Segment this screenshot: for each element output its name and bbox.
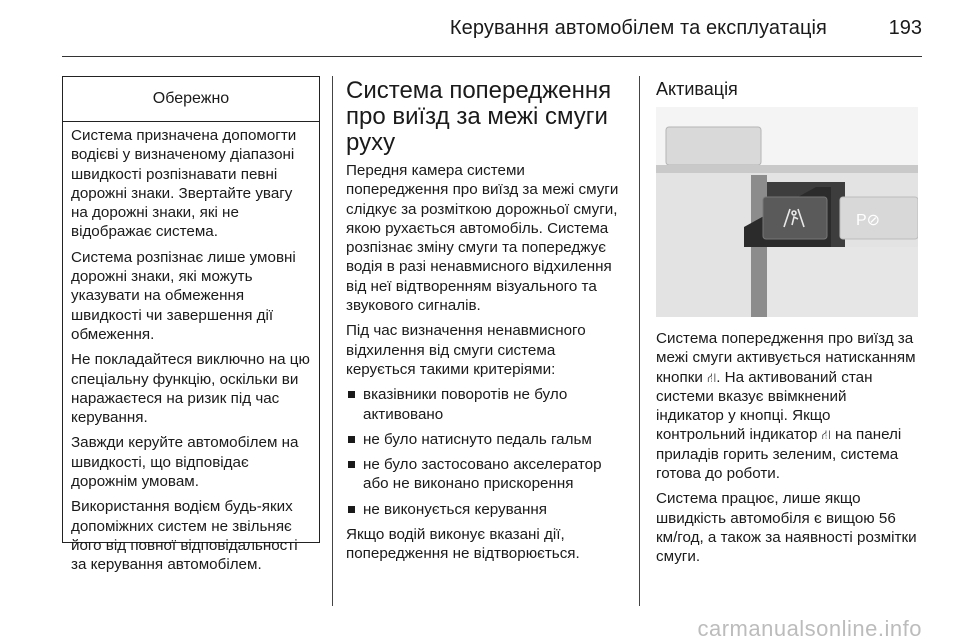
activation-text: на панелі приладів горить зеленим, система готова до роботи. xyxy=(656,426,902,483)
activation-section xyxy=(656,78,918,573)
column-divider xyxy=(639,76,640,606)
activation-text: . На активований стан системи вказує ввімкнений індикатор у кнопці. Якщо контрольний індикатор xyxy=(656,368,873,444)
watermark: carmanualsonline.info xyxy=(697,616,922,641)
list-item: не було натиснуто педаль гальм xyxy=(346,430,621,449)
lane-departure-icon: ⛙ xyxy=(707,369,717,385)
warning-body xyxy=(63,122,319,575)
section-closing: Якщо водій виконує вказані дії, попередження не відтворюється. xyxy=(346,526,580,563)
warning-paragraph: Використання водієм будь-яких допоміжних систем не звільняє його від повної відповідальності за керування автомобілем. xyxy=(71,498,298,574)
lane-departure-icon: ⛙ xyxy=(821,427,831,443)
list-item: не виконується керування xyxy=(346,500,621,519)
section-title: Система попередження про виїзд за межі смуги руху xyxy=(346,77,612,156)
warning-heading: Обережно xyxy=(63,77,319,122)
page-header xyxy=(62,0,922,57)
criteria-list xyxy=(346,385,621,519)
column-divider xyxy=(332,76,333,606)
warning-paragraph: Не покладайтеся виключно на цю спеціальну функцію, оскільки ви наражаєтеся на ризик під час керування. xyxy=(71,351,310,427)
list-item: вказівники поворотів не було активовано xyxy=(346,385,621,424)
activation-paragraph: Система працює, лише якщо швидкість автомобіля є вищою 56 км/год, а також за наявності розмітки смуги. xyxy=(656,490,917,566)
activation-paragraph xyxy=(656,329,918,483)
activation-title: Активація xyxy=(656,79,738,99)
lane-departure-section xyxy=(346,78,621,570)
header-title: Керування автомобілем та експлуатація xyxy=(449,17,827,39)
warning-paragraph: Завжди керуйте автомобілем на швидкості, що відповідає дорожнім умовам. xyxy=(71,434,299,491)
list-item: не було застосовано акселератор або не виконано прискорення xyxy=(346,455,621,494)
warning-paragraph: Система розпізнає лише умовні дорожні знаки, які можуть указувати на обмеження швидкості чи завершення дії обмеження. xyxy=(71,248,296,343)
warning-box xyxy=(62,76,320,574)
lane-button-photo xyxy=(656,107,918,317)
warning-paragraph: Система призначена допомогти водієві у визначеному діапазоні швидкості розпізнавати певні дорожні знаки. Звертайте увагу на дорожні знаки, які не відображає система. xyxy=(71,127,297,241)
page-number: 193 xyxy=(888,17,922,39)
park-assist-label: P⊘ xyxy=(856,212,881,229)
criteria-lead: Під час визначення ненавмисного відхилення від смуги система керується такими критеріями: xyxy=(346,322,586,378)
section-intro: Передня камера системи попередження про виїзд за межі смуги слідкує за розміткою дорожньої смуги, якою рухається автомобіль. Система розпізнає зміну смуги та попереджує водія в разі ненавмисного відхилення від неї відтворенням візуального та звукового сигналів. xyxy=(346,162,619,315)
activation-text: Система попередження про виїзд за межі смуги активується натисканням кнопки xyxy=(656,330,916,386)
